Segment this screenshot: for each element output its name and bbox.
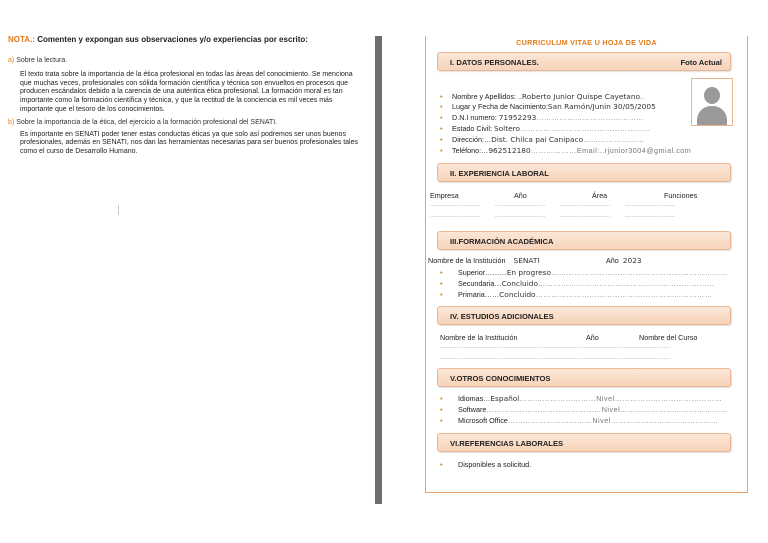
knowledge-row-office: • Microsoft Office……………………………Nivel……………………………………	[440, 416, 719, 425]
academic-year-row	[606, 256, 642, 265]
exp-header-functions: Funciones	[664, 191, 698, 200]
institution-label: Nombre de la Institución	[428, 256, 506, 265]
bullet-icon: •	[440, 416, 443, 425]
knowledge-row-languages: • Idiomas…Español…………………………Nivel……………………………………	[440, 394, 723, 403]
academic-row-secondary: • Secundaria…Concluido……………………………………………………………	[440, 279, 715, 288]
exp-blank-row: .............................. .............................. .............................. ..............................	[430, 202, 676, 208]
academic-row-superior: • Superior………En progreso……………………………………………………………	[440, 268, 728, 277]
section-academic	[437, 231, 731, 250]
bullet-icon: •	[440, 124, 443, 133]
left-page	[8, 36, 358, 162]
page-divider	[375, 36, 382, 504]
section-other-knowledge	[437, 368, 731, 387]
bullet-icon: •	[440, 146, 443, 155]
note-label: NOTA.:	[8, 35, 35, 44]
note-heading	[8, 36, 358, 45]
personal-row-address: • Dirección:…Dist. Chilca pai Canipaco……………………	[440, 135, 645, 144]
add-blank-row: ..........................................................................................................................................	[440, 344, 671, 350]
section-additional-studies	[437, 306, 731, 325]
bullet-icon: •	[440, 405, 443, 414]
personal-row-birth: • Lugar y Fecha de Nacimiento:San Ramón/Junin 30/05/2005	[440, 102, 656, 111]
photo-label: Foto Actual	[680, 58, 722, 67]
bullet-icon: •	[440, 279, 443, 288]
section-additional-studies-title: IV. ESTUDIOS ADICIONALES	[450, 312, 554, 321]
references-text: Disponibles a solicitud.	[458, 460, 532, 469]
section-references	[437, 433, 731, 452]
personal-row-name: • Nombre y Apellidos: ..Roberto Junior Quispe Cayetano..	[440, 92, 646, 101]
bullet-icon: •	[440, 135, 443, 144]
section-personal-data-title: I. DATOS PERSONALES.	[450, 58, 539, 67]
section-work-experience-title: II. EXPERIENCIA LABORAL	[450, 169, 549, 178]
year-value: 2023	[622, 256, 642, 265]
institution-value: SENATI	[513, 256, 540, 265]
bullet-icon: •	[440, 92, 443, 101]
section-academic-title: III.FORMACIÓN ACADÉMICA	[450, 237, 554, 246]
answer-b: Es importante en SENATI poder tener estas conductas éticas ya que solo así podremos ser unos buenos profesionales, además en SENATI, nos dan las herramientas necesarias para ser buenos profesionales tales como el curso de Desarrollo Humano.	[20, 130, 359, 155]
question-a-letter: a)	[8, 56, 15, 64]
academic-row-primary: • Primaria……Concluido……………………………………………………………	[440, 290, 713, 299]
exp-blank-row: .............................. .............................. .............................. ..............................	[430, 213, 676, 219]
knowledge-row-software: • Software………………………………………Nivel……………………………………	[440, 405, 728, 414]
year-label: Año	[606, 256, 619, 265]
answer-a: El texto trata sobre la importancia de la ética profesional en todas las áreas del conocimiento. Se menciona que muchas veces, profesionales con sólida formación científica y técnica son envueltos en procesos que producen escándalos debido a la carencia de una auténtica ética profesional. La formación moral es tan importante como la formación científica y técnica, y que la rectitud de la conciencia es mil veces más importante que el tesoro de los conocimientos.	[20, 71, 353, 113]
question-a-title: Sobre la lectura.	[16, 56, 68, 64]
bullet-icon: •	[440, 268, 443, 277]
question-b-title: Sobre la importancia de la ética, del ejercicio a la formación profesional del SENATI.	[16, 119, 278, 127]
personal-row-civil-status: • Estado Civil: Soltero……………………………………………	[440, 124, 651, 133]
personal-row-phone-email: • Teléfono:…962512180………………Email:..rjunior3004@gmial.com	[440, 146, 692, 155]
bullet-icon: •	[440, 460, 443, 469]
bullet-icon: •	[440, 113, 443, 122]
avatar-body-icon	[697, 106, 727, 126]
section-other-knowledge-title: V.OTROS CONOCIMIENTOS	[450, 374, 551, 383]
exp-header-company: Empresa	[430, 191, 459, 200]
add-header-year: Año	[586, 333, 599, 342]
cv-form	[425, 36, 748, 493]
question-b	[8, 119, 358, 128]
question-b-letter: b)	[8, 119, 15, 127]
bullet-icon: •	[440, 290, 443, 299]
bullet-icon: •	[440, 394, 443, 403]
section-references-title: VI.REFERENCIAS LABORALES	[450, 439, 564, 448]
cv-title: CURRICULUM VITAE U HOJA DE VIDA	[516, 38, 657, 47]
exp-header-year: Año	[514, 191, 527, 200]
add-header-institution: Nombre de la Institución	[440, 333, 518, 342]
add-header-course: Nombre del Curso	[639, 333, 698, 342]
section-work-experience	[437, 163, 731, 182]
text-cursor	[118, 205, 119, 215]
personal-row-dni: • D.N.I numero: 71952293……………………………………	[440, 113, 644, 122]
references-row	[440, 460, 531, 469]
add-blank-row: ..........................................................................................................................................	[440, 355, 671, 361]
bullet-icon: •	[440, 102, 443, 111]
section-personal-data	[437, 52, 731, 71]
academic-institution-row	[428, 256, 540, 265]
note-text: Comenten y expongan sus observaciones y/o experiencias por escrito:	[34, 35, 308, 44]
exp-header-area: Área	[592, 191, 608, 200]
avatar-head-icon	[704, 87, 720, 104]
question-a	[8, 57, 358, 66]
profile-photo-placeholder	[691, 78, 733, 126]
